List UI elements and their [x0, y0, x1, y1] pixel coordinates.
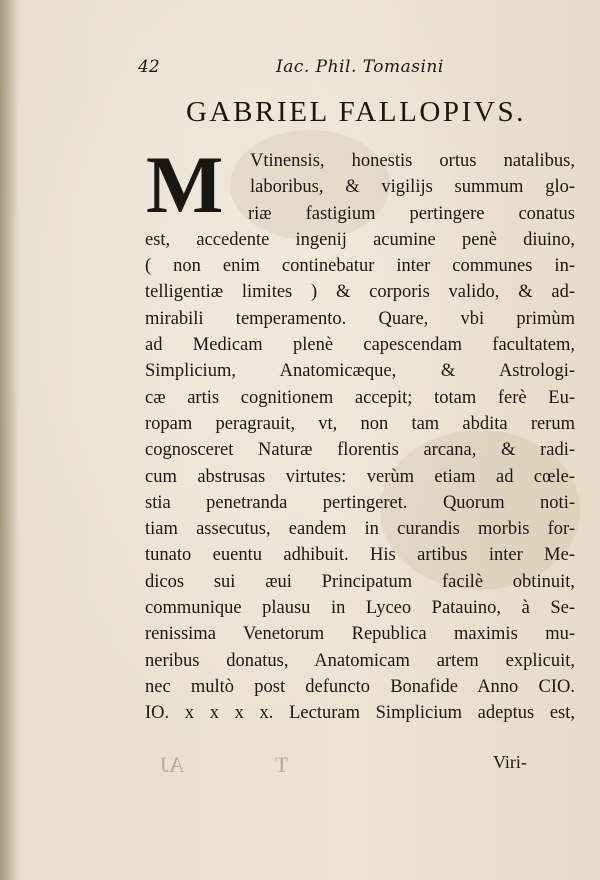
text-line: renissima Venetorum Republica maximis mu- — [145, 624, 575, 645]
text-line: laboribus, & vigilijs summum glo- — [250, 177, 575, 198]
text-line: cæ artis cognitionem accepit; totam ferè Eu- — [145, 387, 575, 408]
text-line: ropam peragrauit, vt, non tam abdita rerum — [145, 413, 575, 434]
text-line: cum abstrusas virtutes: verùm etiam ad cœle- — [145, 466, 575, 487]
text-line: communique plausu in Lyceo Patauino, à Se- — [145, 598, 575, 619]
page-number: 42 — [138, 57, 160, 77]
text-line: ( non enim continebatur inter communes in- — [145, 256, 575, 277]
page-footer — [0, 752, 600, 792]
spine-shadow — [0, 0, 18, 880]
running-head: Iac. Phil. Tomasini — [276, 57, 444, 77]
text-line: telligentiæ limites ) & corporis valido, & ad- — [145, 282, 575, 303]
text-line: ad Medicam plenè capescendam facultatem, — [145, 335, 575, 356]
text-line: mirabili temperamento. Quare, vbi primùm — [145, 308, 575, 329]
text-line: est, accedente ingenij acumine penè diuino, — [145, 229, 575, 250]
drop-cap: M — [146, 139, 224, 230]
text-line: stia penetranda pertingeret. Quorum noti- — [145, 492, 575, 513]
show-through-text: AJ — [160, 752, 185, 777]
text-line: tiam assecutus, eandem in curandis morbis for- — [145, 519, 575, 540]
text-line: nec multò post defuncto Bonafide Anno CIO. — [145, 676, 575, 697]
text-line: riæ fastigium pertingere conatus — [248, 203, 575, 224]
text-line: IO. x x x x. Lecturam Simplicium adeptus est, — [145, 703, 575, 724]
body-text — [145, 139, 575, 727]
text-line: Vtinensis, honestis ortus natalibus, — [250, 151, 575, 171]
text-line: tunato euentu adhibuit. His artibus inter Me- — [145, 545, 575, 566]
text-line: dicos sui æui Principatum facilè obtinuit, — [145, 571, 575, 592]
page-header — [138, 57, 540, 83]
catchword: Viri- — [493, 752, 527, 772]
text-line: neribus donatus, Anatomicam artem explicuit, — [145, 650, 575, 671]
chapter-title: GABRIEL FALLOPIVS. — [186, 96, 527, 128]
text-line: Simplicium, Anatomicæque, & Astrologi- — [145, 361, 575, 382]
show-through-text: T — [275, 752, 289, 777]
text-line: cognosceret Naturæ florentis arcana, & radi- — [145, 440, 575, 461]
